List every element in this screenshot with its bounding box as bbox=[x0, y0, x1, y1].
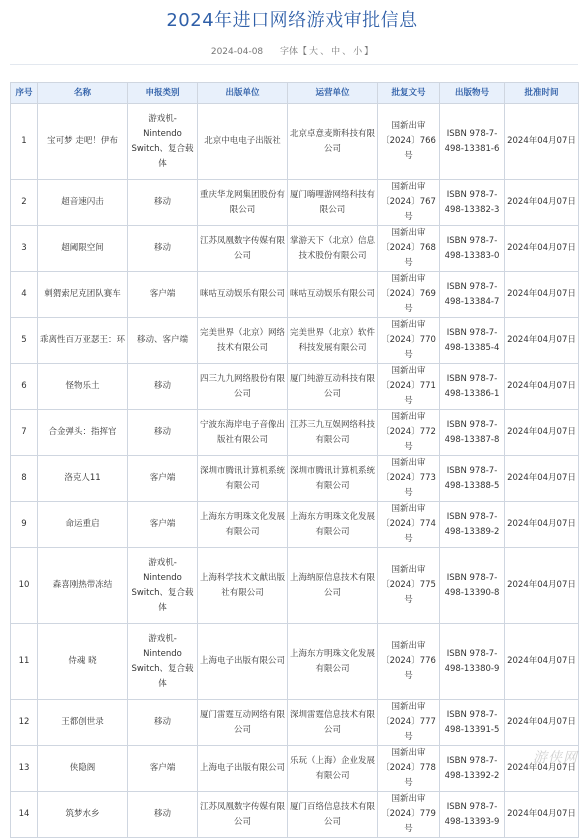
cell-publisher: 宁波东海岸电子音像出版社有限公司 bbox=[198, 410, 288, 456]
table-row bbox=[11, 792, 579, 838]
cell-approval: 国新出审〔2024〕777号 bbox=[378, 700, 440, 746]
cell-category: 客户端 bbox=[128, 272, 198, 318]
header-cell: 名称 bbox=[38, 83, 128, 104]
cell-isbn: ISBN 978-7-498-13383-0 bbox=[440, 226, 505, 272]
cell-date: 2024年04月07日 bbox=[505, 318, 579, 364]
cell-name: 王都创世录 bbox=[38, 700, 128, 746]
table-row bbox=[11, 318, 579, 364]
cell-category: 客户端 bbox=[128, 746, 198, 792]
cell-operator: 江苏三九互娱网络科技有限公司 bbox=[288, 410, 378, 456]
article-meta: 2024-04-08 字体【 大 、 中 、 小 】 bbox=[210, 47, 374, 57]
approval-table bbox=[10, 82, 579, 838]
cell-publisher: 上海科学技术文献出版社有限公司 bbox=[198, 548, 288, 624]
cell-isbn: ISBN 978-7-498-13391-5 bbox=[440, 700, 505, 746]
cell-operator: 厦门纯游互动科技有限公司 bbox=[288, 364, 378, 410]
font-size-end: 】 bbox=[364, 47, 374, 57]
cell-publisher: 四三九九网络股份有限公司 bbox=[198, 364, 288, 410]
cell-date: 2024年04月07日 bbox=[505, 548, 579, 624]
cell-no: 13 bbox=[11, 746, 38, 792]
cell-no: 7 bbox=[11, 410, 38, 456]
cell-name: 宝可梦 走吧！伊布 bbox=[38, 104, 128, 180]
cell-approval: 国新出审〔2024〕779号 bbox=[378, 792, 440, 838]
cell-category: 移动 bbox=[128, 180, 198, 226]
table-row bbox=[11, 410, 579, 456]
cell-name: 刺猬索尼克团队赛车 bbox=[38, 272, 128, 318]
header-cell: 运营单位 bbox=[288, 83, 378, 104]
cell-no: 6 bbox=[11, 364, 38, 410]
cell-isbn: ISBN 978-7-498-13392-2 bbox=[440, 746, 505, 792]
header-cell: 序号 bbox=[11, 83, 38, 104]
cell-date: 2024年04月07日 bbox=[505, 746, 579, 792]
cell-approval: 国新出审〔2024〕776号 bbox=[378, 624, 440, 700]
publish-date: 2024-04-08 bbox=[210, 47, 264, 57]
cell-operator: 乐玩（上海）企业发展有限公司 bbox=[288, 746, 378, 792]
cell-isbn: ISBN 978-7-498-13393-9 bbox=[440, 792, 505, 838]
cell-isbn: ISBN 978-7-498-13385-4 bbox=[440, 318, 505, 364]
cell-date: 2024年04月07日 bbox=[505, 272, 579, 318]
font-size-small-link[interactable]: 小 bbox=[353, 47, 363, 57]
cell-category: 移动、客户端 bbox=[128, 318, 198, 364]
table-row bbox=[11, 456, 579, 502]
header-cell: 出版单位 bbox=[198, 83, 288, 104]
cell-approval: 国新出审〔2024〕768号 bbox=[378, 226, 440, 272]
cell-category: 游戏机-Nintendo Switch、复合载体 bbox=[128, 624, 198, 700]
cell-publisher: 重庆华龙网集团股份有限公司 bbox=[198, 180, 288, 226]
cell-date: 2024年04月07日 bbox=[505, 364, 579, 410]
cell-operator: 上海东方明珠文化发展有限公司 bbox=[288, 502, 378, 548]
cell-category: 移动 bbox=[128, 700, 198, 746]
cell-approval: 国新出审〔2024〕773号 bbox=[378, 456, 440, 502]
cell-isbn: ISBN 978-7-498-13380-9 bbox=[440, 624, 505, 700]
cell-no: 11 bbox=[11, 624, 38, 700]
cell-approval: 国新出审〔2024〕770号 bbox=[378, 318, 440, 364]
cell-operator: 掌游天下（北京）信息技术股份有限公司 bbox=[288, 226, 378, 272]
cell-date: 2024年04月07日 bbox=[505, 104, 579, 180]
cell-operator: 北京卓意麦斯科技有限公司 bbox=[288, 104, 378, 180]
table-row bbox=[11, 548, 579, 624]
cell-name: 命运重启 bbox=[38, 502, 128, 548]
table-row bbox=[11, 700, 579, 746]
cell-operator: 咪咕互动娱乐有限公司 bbox=[288, 272, 378, 318]
cell-no: 8 bbox=[11, 456, 38, 502]
cell-operator: 深圳雷霆信息技术有限公司 bbox=[288, 700, 378, 746]
cell-name: 洛克人11 bbox=[38, 456, 128, 502]
font-size-medium-link[interactable]: 中 bbox=[331, 47, 341, 57]
cell-name: 侠隐阁 bbox=[38, 746, 128, 792]
cell-name: 怪物乐土 bbox=[38, 364, 128, 410]
cell-approval: 国新出审〔2024〕771号 bbox=[378, 364, 440, 410]
cell-publisher: 上海东方明珠文化发展有限公司 bbox=[198, 502, 288, 548]
cell-approval: 国新出审〔2024〕772号 bbox=[378, 410, 440, 456]
cell-name: 森喜刚热带冻结 bbox=[38, 548, 128, 624]
cell-no: 9 bbox=[11, 502, 38, 548]
table-row bbox=[11, 272, 579, 318]
cell-isbn: ISBN 978-7-498-13386-1 bbox=[440, 364, 505, 410]
cell-category: 客户端 bbox=[128, 502, 198, 548]
cell-no: 2 bbox=[11, 180, 38, 226]
cell-name: 筑梦水乡 bbox=[38, 792, 128, 838]
table-row bbox=[11, 226, 579, 272]
table-row bbox=[11, 180, 579, 226]
table-row bbox=[11, 364, 579, 410]
cell-publisher: 江苏凤凰数字传媒有限公司 bbox=[198, 792, 288, 838]
cell-approval: 国新出审〔2024〕767号 bbox=[378, 180, 440, 226]
cell-operator: 完美世界（北京）软件科技发展有限公司 bbox=[288, 318, 378, 364]
cell-date: 2024年04月07日 bbox=[505, 792, 579, 838]
cell-operator: 厦门嗨哩游网络科技有限公司 bbox=[288, 180, 378, 226]
cell-no: 12 bbox=[11, 700, 38, 746]
cell-isbn: ISBN 978-7-498-13387-8 bbox=[440, 410, 505, 456]
header-cell: 批复文号 bbox=[378, 83, 440, 104]
cell-date: 2024年04月07日 bbox=[505, 624, 579, 700]
cell-isbn: ISBN 978-7-498-13382-3 bbox=[440, 180, 505, 226]
cell-date: 2024年04月07日 bbox=[505, 456, 579, 502]
cell-publisher: 上海电子出版有限公司 bbox=[198, 746, 288, 792]
cell-category: 移动 bbox=[128, 226, 198, 272]
cell-publisher: 上海电子出版有限公司 bbox=[198, 624, 288, 700]
cell-category: 游戏机-Nintendo Switch、复合载体 bbox=[128, 104, 198, 180]
table-row bbox=[11, 624, 579, 700]
cell-category: 移动 bbox=[128, 364, 198, 410]
page-title: 2024年进口网络游戏审批信息 bbox=[166, 10, 418, 31]
cell-no: 14 bbox=[11, 792, 38, 838]
cell-category: 客户端 bbox=[128, 456, 198, 502]
cell-isbn: ISBN 978-7-498-13388-5 bbox=[440, 456, 505, 502]
table-row bbox=[11, 502, 579, 548]
font-size-label: 字体【 bbox=[280, 47, 308, 57]
cell-no: 5 bbox=[11, 318, 38, 364]
cell-publisher: 厦门雷霆互动网络有限公司 bbox=[198, 700, 288, 746]
cell-approval: 国新出审〔2024〕778号 bbox=[378, 746, 440, 792]
cell-approval: 国新出审〔2024〕766号 bbox=[378, 104, 440, 180]
cell-approval: 国新出审〔2024〕774号 bbox=[378, 502, 440, 548]
cell-date: 2024年04月07日 bbox=[505, 226, 579, 272]
cell-approval: 国新出审〔2024〕775号 bbox=[378, 548, 440, 624]
cell-date: 2024年04月07日 bbox=[505, 700, 579, 746]
cell-date: 2024年04月07日 bbox=[505, 410, 579, 456]
cell-no: 3 bbox=[11, 226, 38, 272]
watermark-logo: 游侠网 bbox=[533, 750, 578, 766]
cell-no: 4 bbox=[11, 272, 38, 318]
divider bbox=[10, 64, 578, 65]
cell-operator: 上海纳原信息技术有限公司 bbox=[288, 548, 378, 624]
cell-publisher: 完美世界（北京）网络技术有限公司 bbox=[198, 318, 288, 364]
cell-approval: 国新出审〔2024〕769号 bbox=[378, 272, 440, 318]
cell-date: 2024年04月07日 bbox=[505, 502, 579, 548]
cell-publisher: 深圳市腾讯计算机系统有限公司 bbox=[198, 456, 288, 502]
cell-isbn: ISBN 978-7-498-13390-8 bbox=[440, 548, 505, 624]
cell-category: 移动 bbox=[128, 792, 198, 838]
cell-no: 10 bbox=[11, 548, 38, 624]
cell-publisher: 江苏凤凰数字传媒有限公司 bbox=[198, 226, 288, 272]
cell-name: 乖离性百万亚瑟王：环 bbox=[38, 318, 128, 364]
header-cell: 申报类别 bbox=[128, 83, 198, 104]
cell-name: 合金弹头：指挥官 bbox=[38, 410, 128, 456]
table-header-row bbox=[11, 83, 579, 104]
header-cell: 批准时间 bbox=[505, 83, 579, 104]
cell-publisher: 咪咕互动娱乐有限公司 bbox=[198, 272, 288, 318]
cell-name: 超音速闪击 bbox=[38, 180, 128, 226]
cell-publisher: 北京中电电子出版社 bbox=[198, 104, 288, 180]
cell-category: 移动 bbox=[128, 410, 198, 456]
cell-date: 2024年04月07日 bbox=[505, 180, 579, 226]
cell-isbn: ISBN 978-7-498-13389-2 bbox=[440, 502, 505, 548]
cell-name: 超阈限空间 bbox=[38, 226, 128, 272]
cell-no: 1 bbox=[11, 104, 38, 180]
cell-isbn: ISBN 978-7-498-13381-6 bbox=[440, 104, 505, 180]
cell-operator: 厦门百络信息技术有限公司 bbox=[288, 792, 378, 838]
cell-name: 侍魂 晓 bbox=[38, 624, 128, 700]
cell-operator: 上海东方明珠文化发展有限公司 bbox=[288, 624, 378, 700]
table-row bbox=[11, 104, 579, 180]
font-size-large-link[interactable]: 大 bbox=[309, 47, 319, 57]
cell-category: 游戏机-Nintendo Switch、复合载体 bbox=[128, 548, 198, 624]
cell-operator: 深圳市腾讯计算机系统有限公司 bbox=[288, 456, 378, 502]
header-cell: 出版物号 bbox=[440, 83, 505, 104]
cell-isbn: ISBN 978-7-498-13384-7 bbox=[440, 272, 505, 318]
